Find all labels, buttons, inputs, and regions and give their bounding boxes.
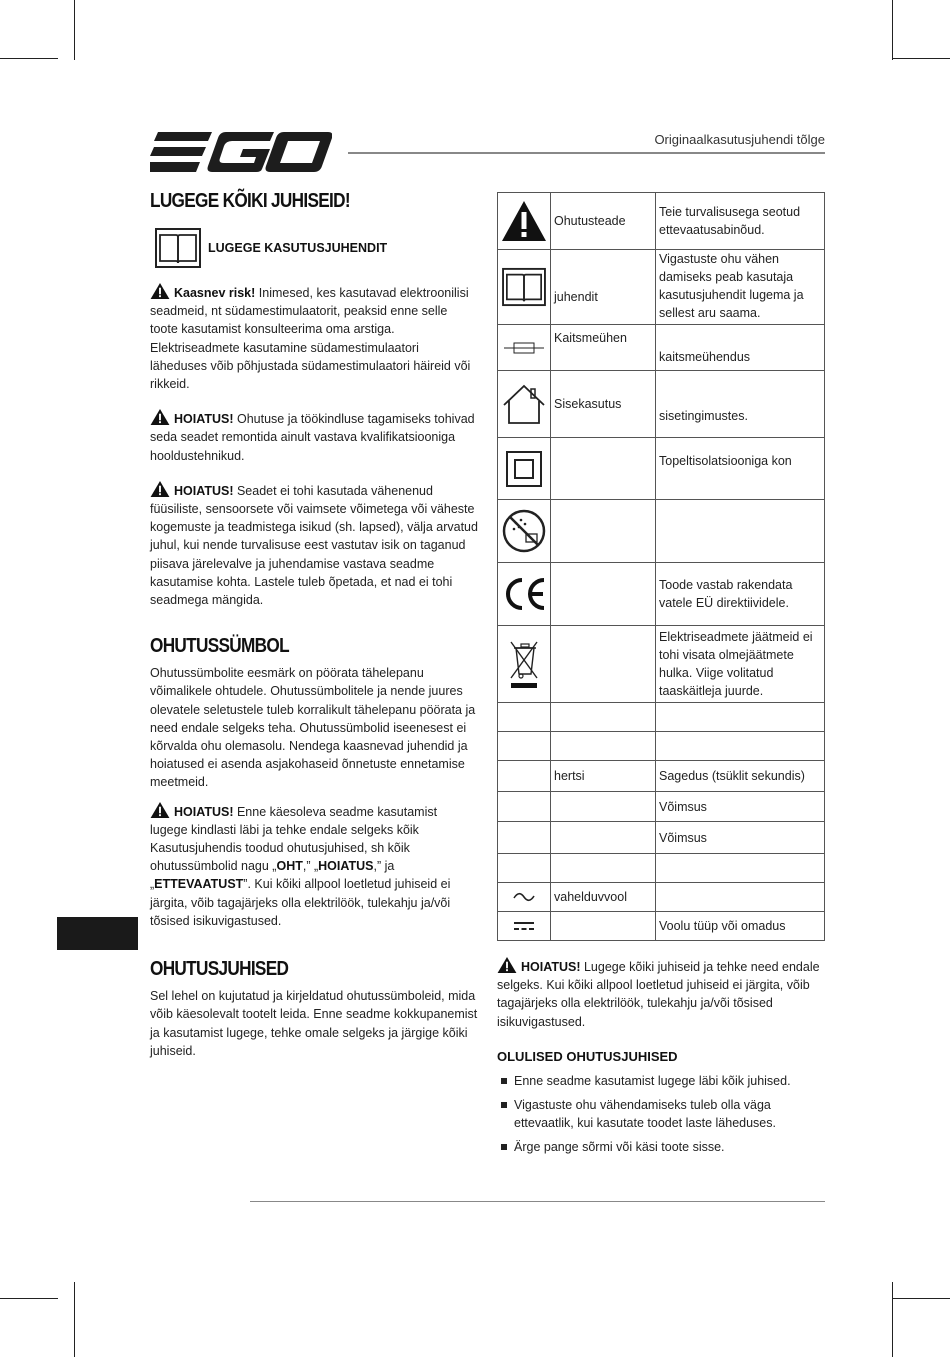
symbol-description: Vigastuste ohu vähen damiseks peab kasutaja kasutusjuhendit lugema ja sellest aru saama. xyxy=(656,250,825,325)
table-row xyxy=(498,626,825,703)
symbol-cell xyxy=(498,325,551,371)
symbol-cell xyxy=(498,732,551,761)
symbol-name xyxy=(551,626,656,703)
warning-text: Seadet ei tohi kasutada vähenenud füüsiliste, sensoorsete või vaimsete võimetega või väheste kogemuste ja teadmistega isikud (sh. lapsed), välja arvatud juhul, kui nende turvalisuse eest vastutav isik on taganud piisava järelevalve ja juhendamise vastava seadme kasutamise kohta. Lastele tuleb õpetada, et nad ei tohi seadmega mängida. xyxy=(150,483,478,608)
symbol-name xyxy=(551,563,656,626)
symbol-description: Võimsus xyxy=(656,822,825,854)
symbol-table xyxy=(497,192,825,941)
manual-book-icon xyxy=(154,227,202,269)
warning-triangle-icon xyxy=(150,409,170,425)
weee-bin-icon xyxy=(507,638,541,690)
symbol-description xyxy=(656,883,825,912)
symbol-name xyxy=(551,822,656,854)
symbol-description: Toode vastab rakendata vatele EÜ direktiividele. xyxy=(656,563,825,626)
symbol-description xyxy=(656,732,825,761)
warning-paragraph xyxy=(150,802,478,930)
list-item: Vigastuste ohu vähendamiseks tuleb olla väga ettevaatlik, kui kasutate toodet laste läheduses. xyxy=(497,1096,825,1132)
warning-triangle-icon xyxy=(150,283,170,299)
no-rain-icon xyxy=(501,508,547,554)
warning-text: Ohutuse ja töökindluse tagamiseks tohivad seda seadet remontida ainult vastava kvalifikatsiooniga hooldustehnikud. xyxy=(150,412,475,463)
signal-word-caution: ETTEVAATUST xyxy=(154,877,244,892)
symbol-name xyxy=(551,732,656,761)
warning-text: Lugege kõiki juhiseid ja tehke need endale selgeks. Kui kõiki allpool loetletud juhiseid ei järgita, võib tagajärjeks olla elektrilöök, tulekahju ja/või tõsised isikuvigastused. xyxy=(497,960,820,1029)
symbol-cell xyxy=(498,371,551,438)
read-manual-label: LUGEGE KASUTUSJUHENDIT xyxy=(208,241,388,255)
symbol-description: Elektriseadmete jäätmeid ei tohi visata olmejäätmete hulka. Viige volitatud taaskäitleja juurde. xyxy=(656,626,825,703)
table-row xyxy=(498,500,825,563)
crop-mark xyxy=(892,1298,950,1299)
crop-mark xyxy=(892,58,950,59)
symbol-description: Sagedus (tsüklit sekundis) xyxy=(656,761,825,792)
symbol-description: Võimsus xyxy=(656,792,825,822)
heading-important-instructions: OLULISED OHUTUSJUHISED xyxy=(497,1048,678,1064)
symbol-cell xyxy=(498,193,551,250)
alternating-current-icon xyxy=(513,892,535,902)
table-row xyxy=(498,325,825,371)
footer-rule xyxy=(250,1201,825,1202)
crop-mark xyxy=(74,1282,75,1357)
table-row xyxy=(498,792,825,822)
risk-text: Inimesed, kes kasutavad elektroonilisi seadmeid, nt südamestimulaatorit, peaksid enne selle toote kasutamist konsulteerima oma arstiga. Elektriseadmete kasutamine südamestimulaatori läheduses võib põhjustada südamestimulaatori häireid või rikkeid. xyxy=(150,286,471,392)
table-row xyxy=(498,732,825,761)
symbol-name: juhendit xyxy=(551,250,656,325)
list-item: Enne seadme kasutamist lugege läbi kõik juhised. xyxy=(497,1072,825,1090)
right-column xyxy=(497,192,825,1162)
symbol-cell xyxy=(498,626,551,703)
direct-current-icon xyxy=(513,920,535,932)
heading-safety-symbol: OHUTUSSÜMBOL xyxy=(150,635,289,658)
symbol-description: Teie turvalisusega seotud ettevaatusabinõud. xyxy=(656,193,825,250)
symbol-cell xyxy=(498,883,551,912)
symbol-cell xyxy=(498,761,551,792)
signal-word-warning: HOIATUS xyxy=(318,859,374,874)
warning-label: HOIATUS! xyxy=(174,412,234,427)
symbol-name xyxy=(551,500,656,563)
table-row xyxy=(498,371,825,438)
crop-mark xyxy=(892,1282,893,1357)
symbol-name: vahelduvvool xyxy=(551,883,656,912)
signal-word-danger: OHT xyxy=(276,859,303,874)
warning-triangle-icon xyxy=(497,957,517,973)
symbol-description: Voolu tüüp või omadus xyxy=(656,912,825,941)
symbol-cell xyxy=(498,563,551,626)
indoor-house-icon xyxy=(501,383,547,425)
table-row xyxy=(498,438,825,500)
symbol-cell xyxy=(498,854,551,883)
warning-label: HOIATUS! xyxy=(174,483,234,498)
warning-triangle-icon xyxy=(150,802,170,818)
ego-logo xyxy=(150,132,332,172)
warning-paragraph xyxy=(150,481,478,609)
manual-book-icon xyxy=(501,267,547,307)
warning-label: HOIATUS! xyxy=(174,804,234,819)
warning-text: Enne käesoleva seadme kasutamist lugege kindlasti läbi ja tehke endale selgeks kõik Kasutusjuhendis toodud ohutusjuhised, sh kõik ohutussümbolid nagu „ xyxy=(150,804,438,874)
fuse-icon xyxy=(504,341,544,355)
header-subtitle: Originaalkasutusjuhendi tõlge xyxy=(654,132,825,147)
header-rule xyxy=(348,152,825,154)
heading-safety-instructions: OHUTUSJUHISED xyxy=(150,958,289,981)
table-row xyxy=(498,883,825,912)
heading-read-instructions: LUGEGE KÕIKI JUHISEID! xyxy=(150,190,350,212)
warning-text: ”. Kui kõiki allpool loetletud juhiseid ei järgita, võib tagajärjeks olla elektrilöök, tulekahju ja/või tõsised isikuvigastused. xyxy=(150,877,451,928)
symbol-description xyxy=(656,703,825,732)
warning-text: ,” ja „ xyxy=(150,859,395,892)
symbol-cell xyxy=(498,438,551,500)
symbol-name: Sisekasutus xyxy=(551,371,656,438)
ce-mark-icon xyxy=(500,576,548,612)
symbol-cell xyxy=(498,250,551,325)
symbol-name xyxy=(551,792,656,822)
instructions-paragraph: Sel lehel on kujutatud ja kirjeldatud ohutussümboleid, mida võib käesolevalt tootelt leida. Enne seadme kokkupanemist ja kasutamist lugege, tehke omale selgeks ja järgige kõiki juhiseid. xyxy=(150,989,478,1058)
table-row xyxy=(498,563,825,626)
crop-mark xyxy=(892,0,893,60)
risk-paragraph xyxy=(150,283,478,393)
crop-mark xyxy=(0,1298,58,1299)
crop-mark xyxy=(0,58,58,59)
symbol-paragraph: Ohutussümbolite eesmärk on pöörata tähelepanu võimalikele ohtudele. Ohutussümbolitele ja nende juures olevatele seletustele tuleb korralikult tähelepanu pöörata ja need endale selgeks teha. Ohutussümbolid iseenesest ei kõrvalda ohu olemasolu. Nendega kaasnevad juhendid ja hoiatused ei asenda asjakohaseid õnnetuste ennetamise meetmeid. xyxy=(150,666,476,790)
table-row xyxy=(498,193,825,250)
crop-mark xyxy=(74,0,75,60)
table-row xyxy=(498,250,825,325)
warning-text: ,” „ xyxy=(302,859,319,874)
symbol-description xyxy=(656,500,825,563)
symbol-name xyxy=(551,438,656,500)
symbol-name: Ohutusteade xyxy=(551,193,656,250)
symbol-cell xyxy=(498,822,551,854)
symbol-description: Topeltisolatsiooniga kon xyxy=(656,438,825,500)
symbol-cell xyxy=(498,912,551,941)
read-manual-row xyxy=(150,227,478,269)
table-row xyxy=(498,854,825,883)
symbol-description xyxy=(656,854,825,883)
symbol-cell xyxy=(498,500,551,563)
symbol-name: Kaitsmeühen xyxy=(551,325,656,371)
list-item: Ärge pange sõrmi või käsi toote sisse. xyxy=(497,1138,825,1156)
instruction-list xyxy=(497,1072,825,1156)
risk-label: Kaasnev risk! xyxy=(174,286,256,300)
double-insulation-icon xyxy=(505,450,543,488)
table-row xyxy=(498,822,825,854)
language-tab xyxy=(57,917,138,950)
warning-paragraph xyxy=(497,957,825,1031)
symbol-name xyxy=(551,854,656,883)
symbol-cell xyxy=(498,703,551,732)
symbol-name xyxy=(551,912,656,941)
symbol-name: hertsi xyxy=(551,761,656,792)
warning-triangle-icon xyxy=(150,481,170,497)
left-column xyxy=(150,190,478,1060)
symbol-description: kaitsmeühendus xyxy=(656,325,825,371)
warning-label: HOIATUS! xyxy=(521,960,581,974)
table-row xyxy=(498,703,825,732)
symbol-description: sisetingimustes. xyxy=(656,371,825,438)
warning-paragraph xyxy=(150,409,478,465)
table-row xyxy=(498,912,825,941)
symbol-name xyxy=(551,703,656,732)
table-row xyxy=(498,761,825,792)
symbol-cell xyxy=(498,792,551,822)
warning-triangle-icon xyxy=(501,200,547,242)
